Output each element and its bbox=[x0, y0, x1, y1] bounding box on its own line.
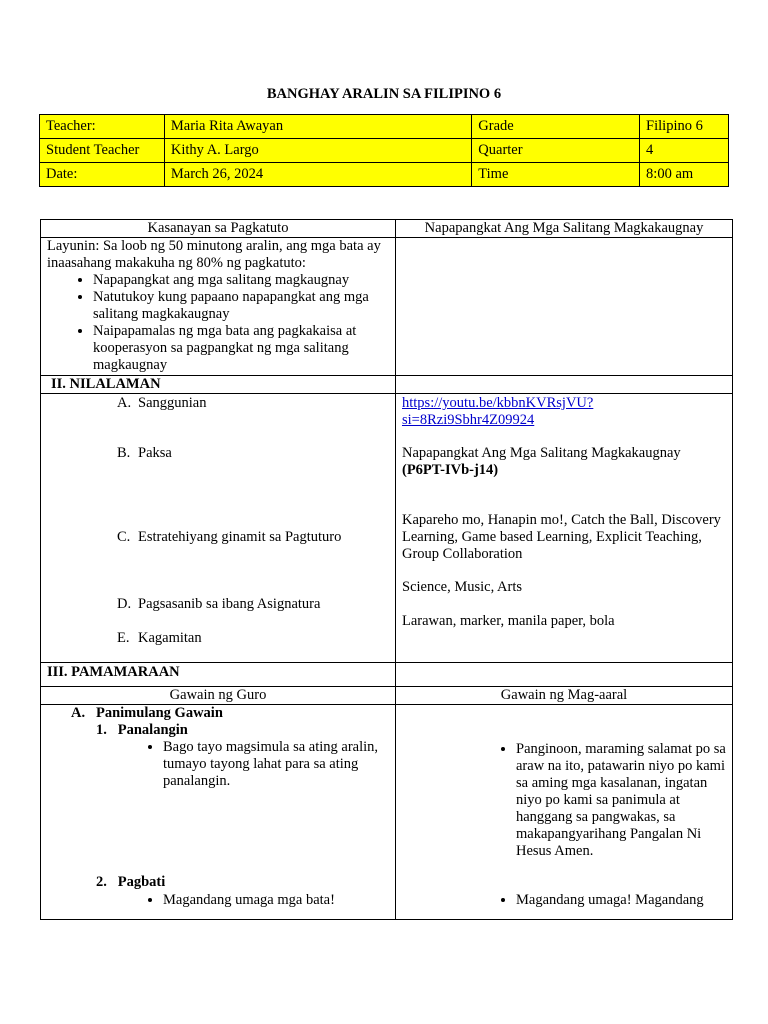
student-activity-header: Gawain ng Mag-aaral bbox=[396, 687, 733, 705]
reference-link-cont[interactable]: si=8Rzi9Sbhr4Z09924 bbox=[402, 412, 535, 428]
step2-heading bbox=[96, 874, 165, 891]
content-label: Estratehiyang ginamit sa Pagtuturo bbox=[138, 529, 342, 545]
topic-text: Napapangkat Ang Mga Salitang Magkakaugnay bbox=[402, 445, 681, 461]
objective-item: • Naipapamalas ng mga bata ang pagkakaisa at kooperasyon sa pagpangkat ng mga salitang magkaugnay bbox=[93, 323, 389, 374]
content-letter: E. bbox=[117, 630, 130, 646]
step1-student-list bbox=[396, 741, 733, 860]
content-item-e bbox=[41, 630, 202, 647]
header-info-table bbox=[39, 114, 729, 187]
content-label: Paksa bbox=[138, 445, 172, 461]
teacher-label: Teacher: bbox=[40, 115, 165, 139]
objectives-empty-cell bbox=[396, 238, 733, 376]
step1-teacher-list bbox=[41, 739, 396, 790]
step2-student-list bbox=[396, 892, 733, 909]
section-nilalaman-heading: II. NILALAMAN bbox=[41, 376, 396, 394]
date-label: Date: bbox=[40, 163, 165, 187]
objective-item: • Natutukoy kung papaano napapangkat ang mga salitang magkakaugnay bbox=[93, 289, 389, 323]
integration-text: Science, Music, Arts bbox=[402, 579, 523, 595]
date-value: March 26, 2024 bbox=[164, 163, 471, 187]
content-values-cell bbox=[396, 394, 733, 663]
content-item-d bbox=[41, 596, 320, 613]
step2-num: 2. bbox=[96, 874, 107, 890]
objective-intro: Layunin: Sa loob ng 50 minutong aralin, ang mga bata ay inaasahang makakuha ng 80% ng pagkatuto: bbox=[47, 238, 381, 271]
part-a-letter: A. bbox=[71, 705, 86, 721]
content-label: Pagsasanib sa ibang Asignatura bbox=[138, 596, 321, 612]
step2-teacher-text: • Magandang umaga mga bata! bbox=[163, 892, 396, 909]
teacher-value: Maria Rita Awayan bbox=[164, 115, 471, 139]
objectives-row bbox=[41, 238, 733, 376]
section-pamamaraan-row bbox=[41, 663, 733, 687]
reference-link[interactable]: https://youtu.be/kbbnKVRsjVU? bbox=[402, 395, 594, 411]
student-teacher-label: Student Teacher bbox=[40, 139, 165, 163]
step1-heading bbox=[96, 722, 188, 739]
teacher-activity-header: Gawain ng Guro bbox=[41, 687, 396, 705]
time-label: Time bbox=[472, 163, 640, 187]
content-letter: A. bbox=[117, 395, 132, 411]
info-row-student-teacher bbox=[40, 139, 729, 163]
step1-num: 1. bbox=[96, 722, 107, 738]
document-title: BANGHAY ARALIN SA FILIPINO 6 bbox=[266, 86, 502, 102]
competency-header: Kasanayan sa Pagkatuto bbox=[41, 220, 396, 238]
topic-header: Napapangkat Ang Mga Salitang Magkakaugnay bbox=[396, 220, 733, 238]
info-row-date bbox=[40, 163, 729, 187]
part-a-heading bbox=[71, 705, 223, 722]
quarter-label: Quarter bbox=[472, 139, 640, 163]
info-row-teacher bbox=[40, 115, 729, 139]
activity-row bbox=[41, 705, 733, 920]
step1-teacher-text: • Bago tayo magsimula sa ating aralin, tumayo tayong lahat para sa ating panalangin. bbox=[163, 739, 380, 790]
step2-student-text: • Magandang umaga! Magandang bbox=[516, 892, 733, 909]
grade-value: Filipino 6 bbox=[640, 115, 729, 139]
competency-header-row bbox=[41, 220, 733, 238]
objective-item: • Napapangkat ang mga salitang magkaugnay bbox=[93, 272, 389, 289]
content-letter: B. bbox=[117, 445, 131, 461]
objectives-list bbox=[47, 272, 389, 374]
content-label: Kagamitan bbox=[138, 630, 202, 646]
section-pamamaraan-empty bbox=[396, 663, 733, 687]
student-activity-cell bbox=[396, 705, 733, 920]
step2-teacher-list bbox=[41, 892, 396, 909]
activity-header-row bbox=[41, 687, 733, 705]
content-item-c bbox=[41, 529, 341, 546]
topic-code: (P6PT-IVb-j14) bbox=[402, 462, 499, 478]
section-nilalaman-row bbox=[41, 376, 733, 394]
section-nilalaman-empty bbox=[396, 376, 733, 394]
strategies-text: Kapareho mo, Hanapin mo!, Catch the Ball, Discovery Learning, Game based Learning, Explicit Teaching, Group Collaboration bbox=[402, 512, 721, 562]
step2-label: Pagbati bbox=[117, 874, 166, 890]
content-item-a bbox=[41, 395, 206, 412]
student-teacher-value: Kithy A. Largo bbox=[164, 139, 471, 163]
content-item-b bbox=[41, 445, 172, 462]
content-label: Sanggunian bbox=[138, 395, 207, 411]
step1-student-text: • Panginoon, maraming salamat po sa araw na ito, patawarin niyo po kami sa aming mga kasalanan, ingatan niyo po kami sa panimula at hanggang sa pangwakas, sa makapangyarihang Pangalan Ni Hesus Amen. bbox=[516, 741, 727, 860]
content-labels-cell bbox=[41, 394, 396, 663]
step1-label: Panalangin bbox=[117, 722, 188, 738]
content-row bbox=[41, 394, 733, 663]
quarter-value: 4 bbox=[640, 139, 729, 163]
section-pamamaraan-heading: III. PAMAMARAAN bbox=[41, 663, 396, 687]
content-letter: D. bbox=[117, 596, 132, 612]
part-a-label: Panimulang Gawain bbox=[95, 705, 223, 721]
materials-text: Larawan, marker, manila paper, bola bbox=[402, 613, 615, 629]
time-value: 8:00 am bbox=[640, 163, 729, 187]
lesson-plan-table bbox=[40, 219, 733, 920]
content-letter: C. bbox=[117, 529, 131, 545]
teacher-activity-cell bbox=[41, 705, 396, 920]
grade-label: Grade bbox=[472, 115, 640, 139]
